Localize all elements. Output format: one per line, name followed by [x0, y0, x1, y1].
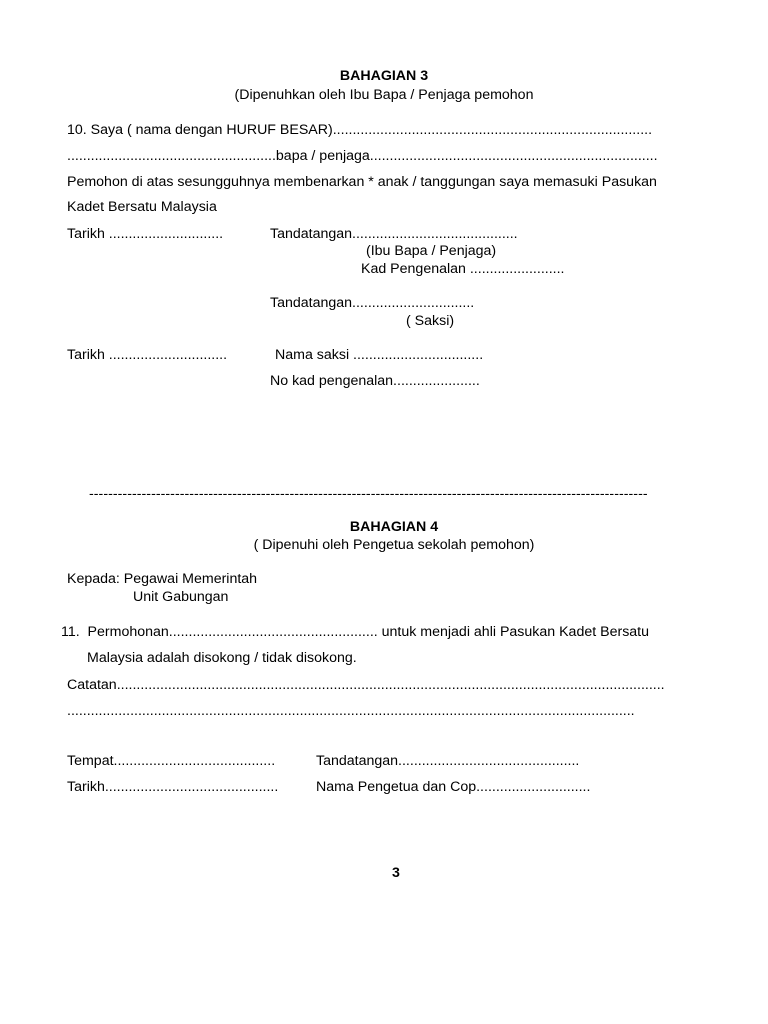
place-field: Tempat.........................................	[67, 753, 276, 769]
date-field-3: Tarikh............................................	[67, 779, 279, 795]
application-line-2: Malaysia adalah disokong / tidak disokong.	[87, 650, 357, 666]
application-line-1: 11. Permohonan..................................................... untuk menjadi ahli Pasukan Kadet Bersatu	[61, 624, 650, 640]
principal-signature-field: Tandatangan..............................................	[316, 753, 580, 769]
guardian-line: .....................................................bapa / penjaga.........................................................................	[67, 148, 658, 164]
remarks-line-1: Catatan...........................................................................................................................................	[67, 677, 665, 693]
section-divider: ---------------------------------------------------------------------------------------------------------------------	[89, 486, 648, 502]
name-line: 10. Saya ( nama dengan HURUF BESAR).................................................................................	[67, 122, 653, 138]
part3-heading: BAHAGIAN 3	[339, 68, 429, 84]
part4-subheading: ( Dipenuhi oleh Pengetua sekolah pemohon)	[253, 537, 535, 553]
guardian-signature-field: Tandatangan..........................................	[270, 226, 518, 242]
ic-number-field: Kad Pengenalan ........................	[361, 261, 565, 277]
witness-name-field: Nama saksi .................................	[275, 347, 484, 363]
part4-heading: BAHAGIAN 4	[349, 519, 439, 535]
addressee-line: Kepada: Pegawai Memerintah	[67, 571, 258, 587]
part3-subheading: (Dipenuhkan oleh Ibu Bapa / Penjaga pemohon	[234, 87, 534, 103]
guardian-signature-caption: (Ibu Bapa / Penjaga)	[366, 243, 497, 259]
remarks-line-2: ................................................................................................................................................	[67, 703, 635, 719]
witness-signature-field: Tandatangan...............................	[270, 295, 475, 311]
witness-ic-field: No kad pengenalan......................	[270, 373, 480, 389]
witness-caption: ( Saksi)	[406, 313, 455, 329]
consent-line-2: Kadet Bersatu Malaysia	[67, 199, 217, 215]
addressee-unit: Unit Gabungan	[133, 589, 229, 605]
consent-line-1: Pemohon di atas sesungguhnya membenarkan * anak / tanggungan saya memasuki Pasukan	[67, 174, 657, 190]
page-number: 3	[392, 865, 400, 881]
date-field-2: Tarikh ..............................	[67, 347, 228, 363]
principal-name-stamp-field: Nama Pengetua dan Cop.............................	[316, 779, 591, 795]
date-field-1: Tarikh .............................	[67, 226, 224, 242]
